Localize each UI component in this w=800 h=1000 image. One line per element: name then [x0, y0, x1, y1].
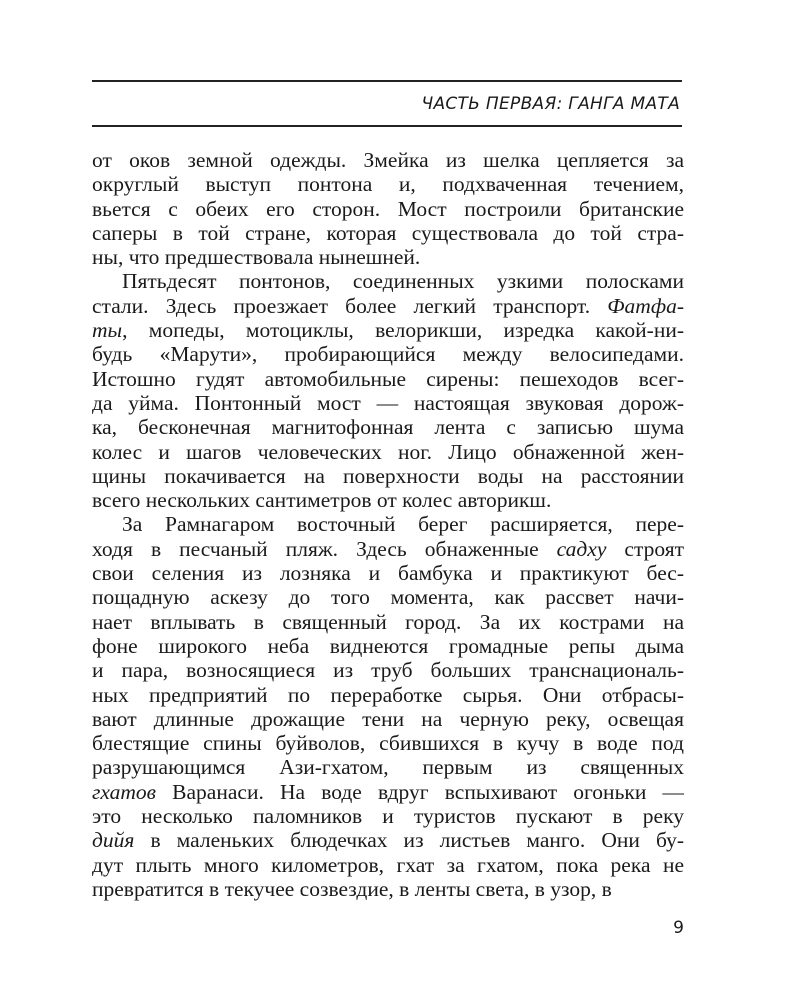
text-line: ных предприятий по переработке сырья. Они отбрасы-	[92, 682, 684, 707]
paragraph	[92, 148, 684, 269]
text-line: стали. Здесь проезжает более легкий транспорт. Фатфа-	[92, 293, 684, 318]
text-line: ходя в песчаный пляж. Здесь обнаженные садху строят	[92, 536, 685, 561]
text-line: вают длинные дрожащие тени на черную реку, освещая	[92, 706, 684, 731]
page-number: 9	[673, 918, 684, 938]
paragraph	[92, 512, 684, 901]
italic-term: гхатов	[92, 779, 157, 804]
italic-term: садху	[556, 536, 607, 561]
italic-term: Фатфа-	[607, 293, 684, 318]
text-line: дут плыть много километров, гхат за гхатом, пока река не	[92, 852, 684, 877]
text-line: щины покачивается на поверхности воды на расстоянии	[92, 463, 684, 488]
text-line: да уйма. Понтонный мост — настоящая звуковая дорож-	[92, 390, 684, 415]
text-line: блестящие спины буйволов, сбившихся в кучу в воде под	[92, 731, 684, 756]
text-line: Пятьдесят понтонов, соединенных узкими полосками	[122, 269, 684, 294]
italic-term: ты	[92, 318, 123, 343]
text-line: это несколько паломников и туристов пускают в реку	[92, 804, 684, 829]
text-line: За Рамнагаром восточный берег расширяется, пере-	[122, 512, 684, 537]
header-rule-top	[92, 80, 682, 82]
text-line: будь «Марути», пробирающийся между велосипедами.	[92, 342, 684, 367]
text-line: саперы в той стране, которая существовала до той стра-	[92, 220, 684, 245]
text-line: и пара, возносящиеся из труб больших транснациональ-	[92, 658, 684, 683]
text-line: пощадную аскезу до того момента, как рассвет начи-	[92, 585, 684, 610]
text-line: ты, мопеды, мотоциклы, велорикши, изредка какой-ни-	[92, 318, 684, 343]
header-rule-bottom	[92, 125, 682, 127]
italic-term: дийя	[92, 828, 135, 853]
text-line: от оков земной одежды. Змейка из шелка цепляется за	[92, 148, 684, 172]
text-line: колес и шагов человеческих ног. Лицо обнаженной жен-	[92, 439, 684, 464]
text-line: гхатов Варанаси. На воде вдруг вспыхивают огоньки —	[92, 779, 684, 804]
paragraph	[92, 269, 684, 512]
text-line: Истошно гудят автомобильные сирены: пешеходов всег-	[92, 366, 684, 391]
text-line: округлый выступ понтона и, подхваченная течением,	[92, 172, 684, 197]
body-text	[92, 148, 684, 901]
text-line: вьется с обеих его сторон. Мост построили британские	[92, 196, 684, 221]
text-line: свои селения из лозняка и бамбука и практикуют бес-	[92, 561, 684, 586]
text-line: разрушающимся Ази-гхатом, первым из священных	[92, 755, 684, 780]
text-line: нает вплывать в священный город. За их кострами на	[92, 609, 684, 634]
text-line: ка, бесконечная магнитофонная лента с записью шума	[92, 415, 684, 440]
text-line: дийя в маленьких блюдечках из листьев манго. Они бу-	[92, 828, 684, 853]
text-line: всего нескольких сантиметров от колес авторикш.	[92, 488, 552, 513]
text-line: ны, что предшествовала нынешней.	[92, 245, 421, 270]
running-header-title: ЧАСТЬ ПЕРВАЯ: ГАНГА МАТА	[421, 94, 680, 114]
text-line: фоне широкого неба виднеются громадные репы дыма	[92, 633, 684, 658]
text-line: превратится в текучее созвездие, в ленты света, в узор, в	[92, 876, 612, 901]
